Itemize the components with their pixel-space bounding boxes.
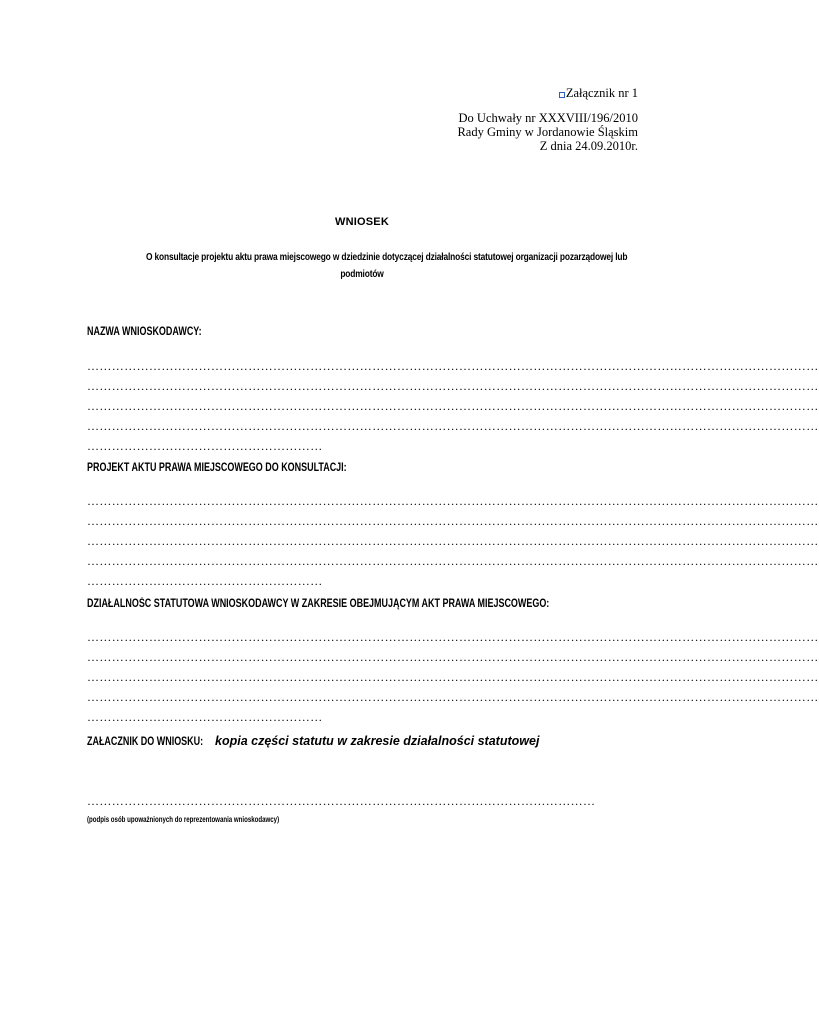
attachment-label: ZAŁACZNIK DO WNIOSKU:	[87, 736, 204, 748]
dotted-line: ……………………………………………………………………………………………………………………………………………………………	[87, 554, 819, 568]
signature-line[interactable]: ……………………………………………………………………………………………………………	[87, 794, 596, 808]
document-subtitle	[92, 249, 632, 283]
dotted-line: ……………………………………………………………………………………………………………………………………………………………	[87, 494, 819, 508]
dotted-line: ……………………………………………………………………………………………………………………………………………………………	[87, 650, 819, 664]
attachment-line	[87, 732, 539, 750]
anchor-marker-icon	[559, 92, 565, 98]
section-label-statutory-activity: DZIAŁALNOŚC STATUTOWA WNIOSKODAWCY W ZAKRESIE OBEJMUJĄCYM AKT PRAWA MIEJSCOWEGO:	[87, 598, 550, 610]
section-label-applicant-name: NAZWA WNIOSKODAWCY:	[87, 326, 202, 338]
dotted-line: ……………………………………………………………………………………………………………………………………………………………	[87, 514, 819, 528]
dotted-line: ……………………………………………………………………………………………………………………………………………………………	[87, 399, 819, 413]
document-title: WNIOSEK	[335, 216, 389, 228]
dotted-line-short: …………………………………………………	[87, 710, 323, 724]
attachment-number: Załącznik nr 1	[457, 86, 638, 100]
signature-note: (podpis osób upoważnionych do reprezentowania wnioskodawcy)	[87, 814, 280, 824]
dotted-line: ……………………………………………………………………………………………………………………………………………………………	[87, 670, 819, 684]
dotted-line-short: …………………………………………………	[87, 439, 323, 453]
dotted-line: ……………………………………………………………………………………………………………………………………………………………	[87, 379, 819, 393]
section-label-draft-act: PROJEKT AKTU PRAWA MIEJSCOWEGO DO KONSULTACJI:	[87, 462, 347, 474]
resolution-line-1: Do Uchwały nr XXXVIII/196/2010	[458, 111, 638, 125]
attachment-text: kopia części statutu w zakresie działalności statutowej	[215, 734, 540, 748]
document-header	[457, 86, 638, 153]
statutory-activity-field[interactable]	[87, 627, 819, 727]
dotted-line: ……………………………………………………………………………………………………………………………………………………………	[87, 419, 819, 433]
resolution-line-3: Z dnia 24.09.2010r.	[539, 139, 638, 153]
dotted-line-short: …………………………………………………	[87, 574, 323, 588]
resolution-line-2: Rady Gminy w Jordanowie Śląskim	[457, 125, 638, 139]
draft-act-field[interactable]	[87, 491, 819, 591]
subtitle-line-2: podmiotów	[340, 268, 384, 280]
dotted-line: ……………………………………………………………………………………………………………………………………………………………	[87, 630, 819, 644]
dotted-line: ……………………………………………………………………………………………………………………………………………………………	[87, 534, 819, 548]
subtitle-line-1: O konsultacje projektu aktu prawa miejscowego w dziedzinie dotyczącej działalności statutowej organizacji pozarządowej lub	[146, 251, 628, 263]
dotted-line: ……………………………………………………………………………………………………………………………………………………………	[87, 690, 819, 704]
dotted-line: ……………………………………………………………………………………………………………………………………………………………	[87, 359, 819, 373]
applicant-name-field[interactable]	[87, 356, 819, 456]
